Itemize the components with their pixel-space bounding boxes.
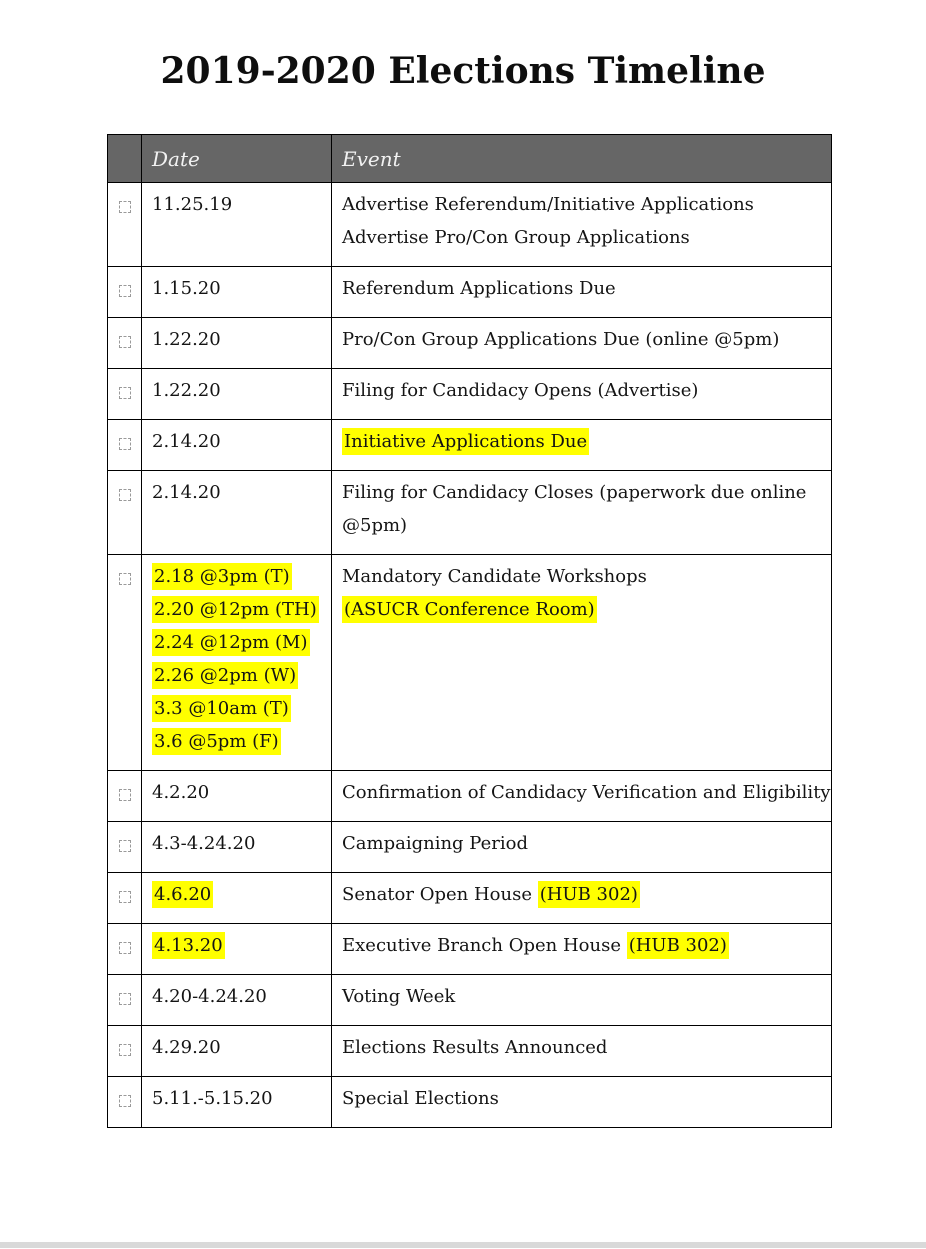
- checkbox-cell: [108, 420, 142, 471]
- date-line: [152, 626, 325, 659]
- event-line: [342, 374, 825, 407]
- checkbox-cell: [108, 1077, 142, 1128]
- event-cell: [332, 420, 832, 471]
- text-segment: Executive Branch Open House: [342, 935, 627, 956]
- event-line: [342, 929, 825, 962]
- event-cell: [332, 1077, 832, 1128]
- date-line: [152, 272, 325, 305]
- date-line: [152, 878, 325, 911]
- date-line: [152, 374, 325, 407]
- text-segment: @5pm): [342, 515, 408, 536]
- text-segment: 2.14.20: [152, 431, 221, 452]
- text-segment: Special Elections: [342, 1088, 499, 1109]
- date-line: [152, 827, 325, 860]
- text-segment: 1.22.20: [152, 380, 221, 401]
- checkbox[interactable]: [119, 789, 131, 801]
- checkbox-cell: [108, 1026, 142, 1077]
- checkbox[interactable]: [119, 573, 131, 585]
- text-segment: Referendum Applications Due: [342, 278, 616, 299]
- date-line: [152, 1082, 325, 1115]
- event-line: [342, 221, 825, 254]
- checkbox-cell: [108, 924, 142, 975]
- page-title: 2019-2020 Elections Timeline: [160, 50, 766, 92]
- event-line: [342, 323, 825, 356]
- highlighted-text: (HUB 302): [627, 932, 729, 959]
- text-segment: Filing for Candidacy Closes (paperwork due online: [342, 482, 807, 503]
- table-row: [108, 318, 832, 369]
- event-cell: [332, 318, 832, 369]
- checkbox-cell: [108, 975, 142, 1026]
- event-line: [342, 272, 825, 305]
- event-cell: [332, 555, 832, 771]
- event-line: [342, 509, 825, 542]
- checkbox-cell: [108, 369, 142, 420]
- checkbox-cell: [108, 555, 142, 771]
- table-row: [108, 183, 832, 267]
- checkbox[interactable]: [119, 336, 131, 348]
- date-cell: [142, 471, 332, 555]
- text-segment: Senator Open House: [342, 884, 538, 905]
- header-event: Event: [332, 135, 832, 183]
- table-header-row: [108, 135, 832, 183]
- date-line: [152, 593, 325, 626]
- date-line: [152, 323, 325, 356]
- checkbox-cell: [108, 771, 142, 822]
- date-cell: [142, 1026, 332, 1077]
- date-line: [152, 188, 325, 221]
- event-line: [342, 980, 825, 1013]
- date-line: [152, 1031, 325, 1064]
- event-line: [342, 425, 825, 458]
- table-row: [108, 1026, 832, 1077]
- event-cell: [332, 1026, 832, 1077]
- date-line: [152, 725, 325, 758]
- text-segment: Confirmation of Candidacy Verification and Eligibility: [342, 782, 831, 803]
- date-cell: [142, 183, 332, 267]
- page-bottom-edge: [0, 1242, 926, 1248]
- checkbox[interactable]: [119, 942, 131, 954]
- event-line: [342, 188, 825, 221]
- highlighted-text: Initiative Applications Due: [342, 428, 589, 455]
- date-cell: [142, 873, 332, 924]
- text-segment: Voting Week: [342, 986, 456, 1007]
- event-cell: [332, 183, 832, 267]
- date-cell: [142, 555, 332, 771]
- text-segment: Pro/Con Group Applications Due (online @5pm): [342, 329, 780, 350]
- checkbox[interactable]: [119, 438, 131, 450]
- event-cell: [332, 873, 832, 924]
- date-cell: [142, 822, 332, 873]
- text-segment: 1.15.20: [152, 278, 221, 299]
- table-row: [108, 771, 832, 822]
- date-line: [152, 980, 325, 1013]
- date-cell: [142, 369, 332, 420]
- event-line: [342, 1031, 825, 1064]
- checkbox[interactable]: [119, 201, 131, 213]
- highlighted-text: 2.26 @2pm (W): [152, 662, 298, 689]
- date-cell: [142, 975, 332, 1026]
- event-line: [342, 560, 825, 593]
- text-segment: 4.2.20: [152, 782, 210, 803]
- text-segment: Filing for Candidacy Opens (Advertise): [342, 380, 699, 401]
- date-line: [152, 692, 325, 725]
- table-row: [108, 555, 832, 771]
- event-cell: [332, 471, 832, 555]
- checkbox-cell: [108, 183, 142, 267]
- checkbox-cell: [108, 471, 142, 555]
- date-cell: [142, 924, 332, 975]
- text-segment: Mandatory Candidate Workshops: [342, 566, 647, 587]
- highlighted-text: 2.24 @12pm (M): [152, 629, 310, 656]
- checkbox[interactable]: [119, 1095, 131, 1107]
- event-cell: [332, 975, 832, 1026]
- text-segment: Campaigning Period: [342, 833, 528, 854]
- text-segment: 11.25.19: [152, 194, 233, 215]
- event-line: [342, 476, 825, 509]
- text-segment: 4.20-4.24.20: [152, 986, 267, 1007]
- checkbox-cell: [108, 822, 142, 873]
- highlighted-text: 3.6 @5pm (F): [152, 728, 281, 755]
- date-line: [152, 560, 325, 593]
- table-row: [108, 924, 832, 975]
- event-cell: [332, 924, 832, 975]
- checkbox[interactable]: [119, 891, 131, 903]
- event-line: [342, 827, 825, 860]
- highlighted-text: 2.20 @12pm (TH): [152, 596, 319, 623]
- highlighted-text: 4.6.20: [152, 881, 213, 908]
- text-segment: 4.3-4.24.20: [152, 833, 256, 854]
- table-row: [108, 369, 832, 420]
- date-line: [152, 425, 325, 458]
- date-line: [152, 776, 325, 809]
- text-segment: Advertise Pro/Con Group Applications: [342, 227, 690, 248]
- checkbox-cell: [108, 873, 142, 924]
- checkbox-cell: [108, 267, 142, 318]
- table-row: [108, 471, 832, 555]
- highlighted-text: (ASUCR Conference Room): [342, 596, 597, 623]
- date-cell: [142, 318, 332, 369]
- checkbox[interactable]: [119, 993, 131, 1005]
- event-cell: [332, 369, 832, 420]
- table-row: [108, 873, 832, 924]
- checkbox[interactable]: [119, 387, 131, 399]
- date-line: [152, 659, 325, 692]
- date-cell: [142, 420, 332, 471]
- text-segment: 1.22.20: [152, 329, 221, 350]
- checkbox[interactable]: [119, 285, 131, 297]
- event-cell: [332, 267, 832, 318]
- header-date: Date: [142, 135, 332, 183]
- event-line: [342, 1082, 825, 1115]
- highlighted-text: 2.18 @3pm (T): [152, 563, 292, 590]
- table-row: [108, 1077, 832, 1128]
- date-cell: [142, 267, 332, 318]
- text-segment: 5.11.-5.15.20: [152, 1088, 273, 1109]
- event-line: [342, 878, 825, 911]
- highlighted-text: 4.13.20: [152, 932, 225, 959]
- date-line: [152, 929, 325, 962]
- table-row: [108, 267, 832, 318]
- timeline-table-body: [108, 183, 832, 1128]
- text-segment: 4.29.20: [152, 1037, 221, 1058]
- event-cell: [332, 771, 832, 822]
- text-segment: 2.14.20: [152, 482, 221, 503]
- checkbox[interactable]: [119, 840, 131, 852]
- table-row: [108, 822, 832, 873]
- highlighted-text: (HUB 302): [538, 881, 640, 908]
- date-cell: [142, 771, 332, 822]
- event-line: [342, 776, 831, 809]
- text-segment: Advertise Referendum/Initiative Applications: [342, 194, 754, 215]
- table-row: [108, 420, 832, 471]
- text-segment: Elections Results Announced: [342, 1037, 608, 1058]
- checkbox[interactable]: [119, 1044, 131, 1056]
- event-cell: [332, 822, 832, 873]
- checkbox[interactable]: [119, 489, 131, 501]
- table-row: [108, 975, 832, 1026]
- date-cell: [142, 1077, 332, 1128]
- header-checkbox-column: [108, 135, 142, 183]
- event-line: [342, 593, 825, 626]
- checkbox-cell: [108, 318, 142, 369]
- highlighted-text: 3.3 @10am (T): [152, 695, 291, 722]
- date-line: [152, 476, 325, 509]
- elections-timeline-table: [107, 134, 832, 1128]
